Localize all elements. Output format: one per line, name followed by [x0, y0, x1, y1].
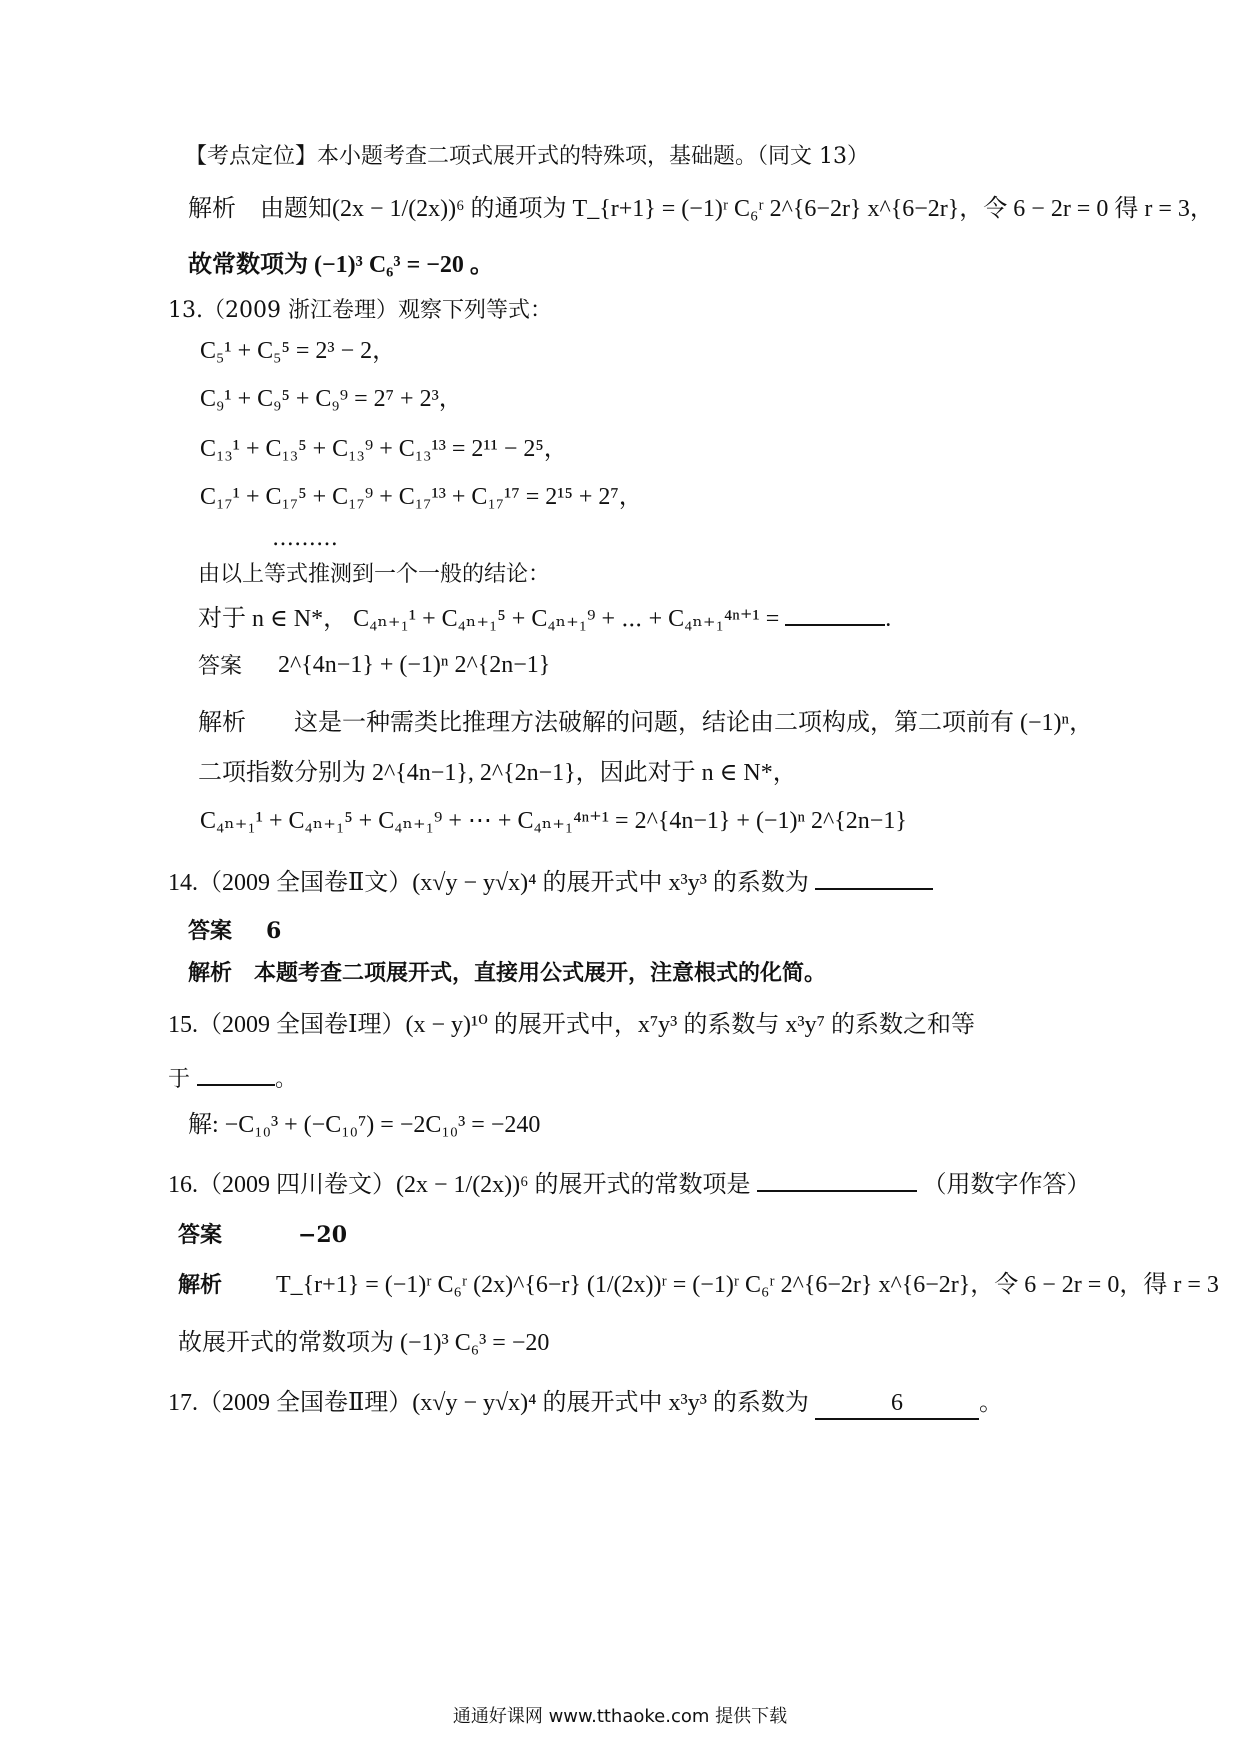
text-segment: 14.（2009 全国卷Ⅱ文）(x√y − y√x)⁴ 的展开式中 x³y³ 的系数为	[168, 870, 809, 896]
text-line: 解析 这是一种需类比推理方法破解的问题，结论由二项构成，第二项前有 (−1)ⁿ，	[198, 710, 1094, 736]
equation-line: C₁₃¹ + C₁₃⁵ + C₁₃⁹ + C₁₃¹³ = 2¹¹ − 2⁵，	[200, 436, 568, 462]
page-footer: 通通好课网 www.tthaoke.com 提供下载	[452, 1706, 788, 1727]
text-line: 解析 由题知(2x − 1/(2x))⁶ 的通项为 T_{r+1} = (−1)ʳ C₆ʳ 2^{6−2r} x^{6−2r}，令 6 − 2r = 0 得 r = 3，	[188, 196, 1214, 222]
question-14-title	[168, 866, 933, 898]
text-segment: （用数字作答）	[922, 1172, 1091, 1198]
answer-blank: 6	[815, 1388, 979, 1420]
answer-label: 答案	[198, 654, 243, 679]
ellipsis: ………	[272, 526, 338, 551]
text-line: 由以上等式推测到一个一般的结论：	[198, 562, 551, 587]
text-line: 对于 n ∈ N*， C₄ₙ₊₁¹ + C₄ₙ₊₁⁵ + C₄ₙ₊₁⁹ + ⋯ + C₄ₙ₊₁⁴ⁿ⁺¹ = .	[198, 602, 891, 634]
answer-value: 2^{4n−1} + (−1)ⁿ 2^{2n−1}	[278, 652, 551, 678]
text-segment: 。	[978, 1390, 1003, 1416]
question-17-title	[168, 1388, 1003, 1420]
answer-value: 6	[266, 918, 282, 944]
equation-line: C₅¹ + C₅⁵ = 2³ − 2，	[200, 338, 397, 364]
answer-blank	[197, 1062, 275, 1086]
answer-label: 答案	[178, 1222, 223, 1248]
equation-line: C₉¹ + C₉⁵ + C₉⁹ = 2⁷ + 2³，	[200, 386, 463, 412]
text-line: 解析 本题考查二项展开式，直接用公式展开，注意根式的化简。	[188, 960, 827, 986]
answer-blank	[815, 866, 933, 890]
answer-blank	[757, 1168, 917, 1192]
solution-line: T_{r+1} = (−1)ʳ C₆ʳ (2x)^{6−r} (1/(2x))ʳ = (−1)ʳ C₆ʳ 2^{6−2r} x^{6−2r}，令 6 − 2r = 0，得 r = 3	[276, 1272, 1219, 1298]
question-15-title: 15.（2009 全国卷Ⅰ理）(x − y)¹⁰ 的展开式中，x⁷y³ 的系数与 x³y⁷ 的系数之和等	[168, 1012, 975, 1038]
answer-blank	[785, 602, 885, 626]
question-16-title	[168, 1168, 1091, 1200]
text-line: 【考点定位】本小题考查二项式展开式的特殊项，基础题。（同文 13）	[185, 144, 869, 169]
answer-label: 答案	[188, 918, 233, 944]
text-line: 故常数项为 (−1)³ C₆³ = −20 。	[188, 252, 494, 278]
text-segment: 于	[168, 1067, 191, 1092]
text-line: 二项指数分别为 2^{4n−1}, 2^{2n−1}，因此对于 n ∈ N*，	[198, 760, 797, 786]
text-segment: 16.（2009 四川卷文）(2x − 1/(2x))⁶ 的展开式的常数项是	[168, 1172, 751, 1198]
question-13-title: 13.（2009 浙江卷理）观察下列等式：	[168, 298, 552, 323]
text-segment: 。	[275, 1067, 298, 1092]
equation-line: C₁₇¹ + C₁₇⁵ + C₁₇⁹ + C₁₇¹³ + C₁₇¹⁷ = 2¹⁵ + 2⁷，	[200, 484, 643, 510]
solution-line: 解: −C₁₀³ + (−C₁₀⁷) = −2C₁₀³ = −240	[188, 1112, 541, 1138]
text-segment: 17.（2009 全国卷Ⅱ理）(x√y − y√x)⁴ 的展开式中 x³y³ 的系数为	[168, 1390, 809, 1416]
text-line	[168, 1062, 297, 1095]
solution-label: 解析	[178, 1272, 223, 1298]
text-segment: 对于 n ∈ N*， C₄ₙ₊₁¹ + C₄ₙ₊₁⁵ + C₄ₙ₊₁⁹ + ⋯ + C₄ₙ₊₁⁴ⁿ⁺¹ =	[198, 606, 780, 632]
equation-line: C₄ₙ₊₁¹ + C₄ₙ₊₁⁵ + C₄ₙ₊₁⁹ + ⋯ + C₄ₙ₊₁⁴ⁿ⁺¹ = 2^{4n−1} + (−1)ⁿ 2^{2n−1}	[200, 808, 907, 834]
text-line: 故展开式的常数项为 (−1)³ C₆³ = −20	[178, 1330, 550, 1356]
answer-value: −20	[298, 1222, 348, 1248]
